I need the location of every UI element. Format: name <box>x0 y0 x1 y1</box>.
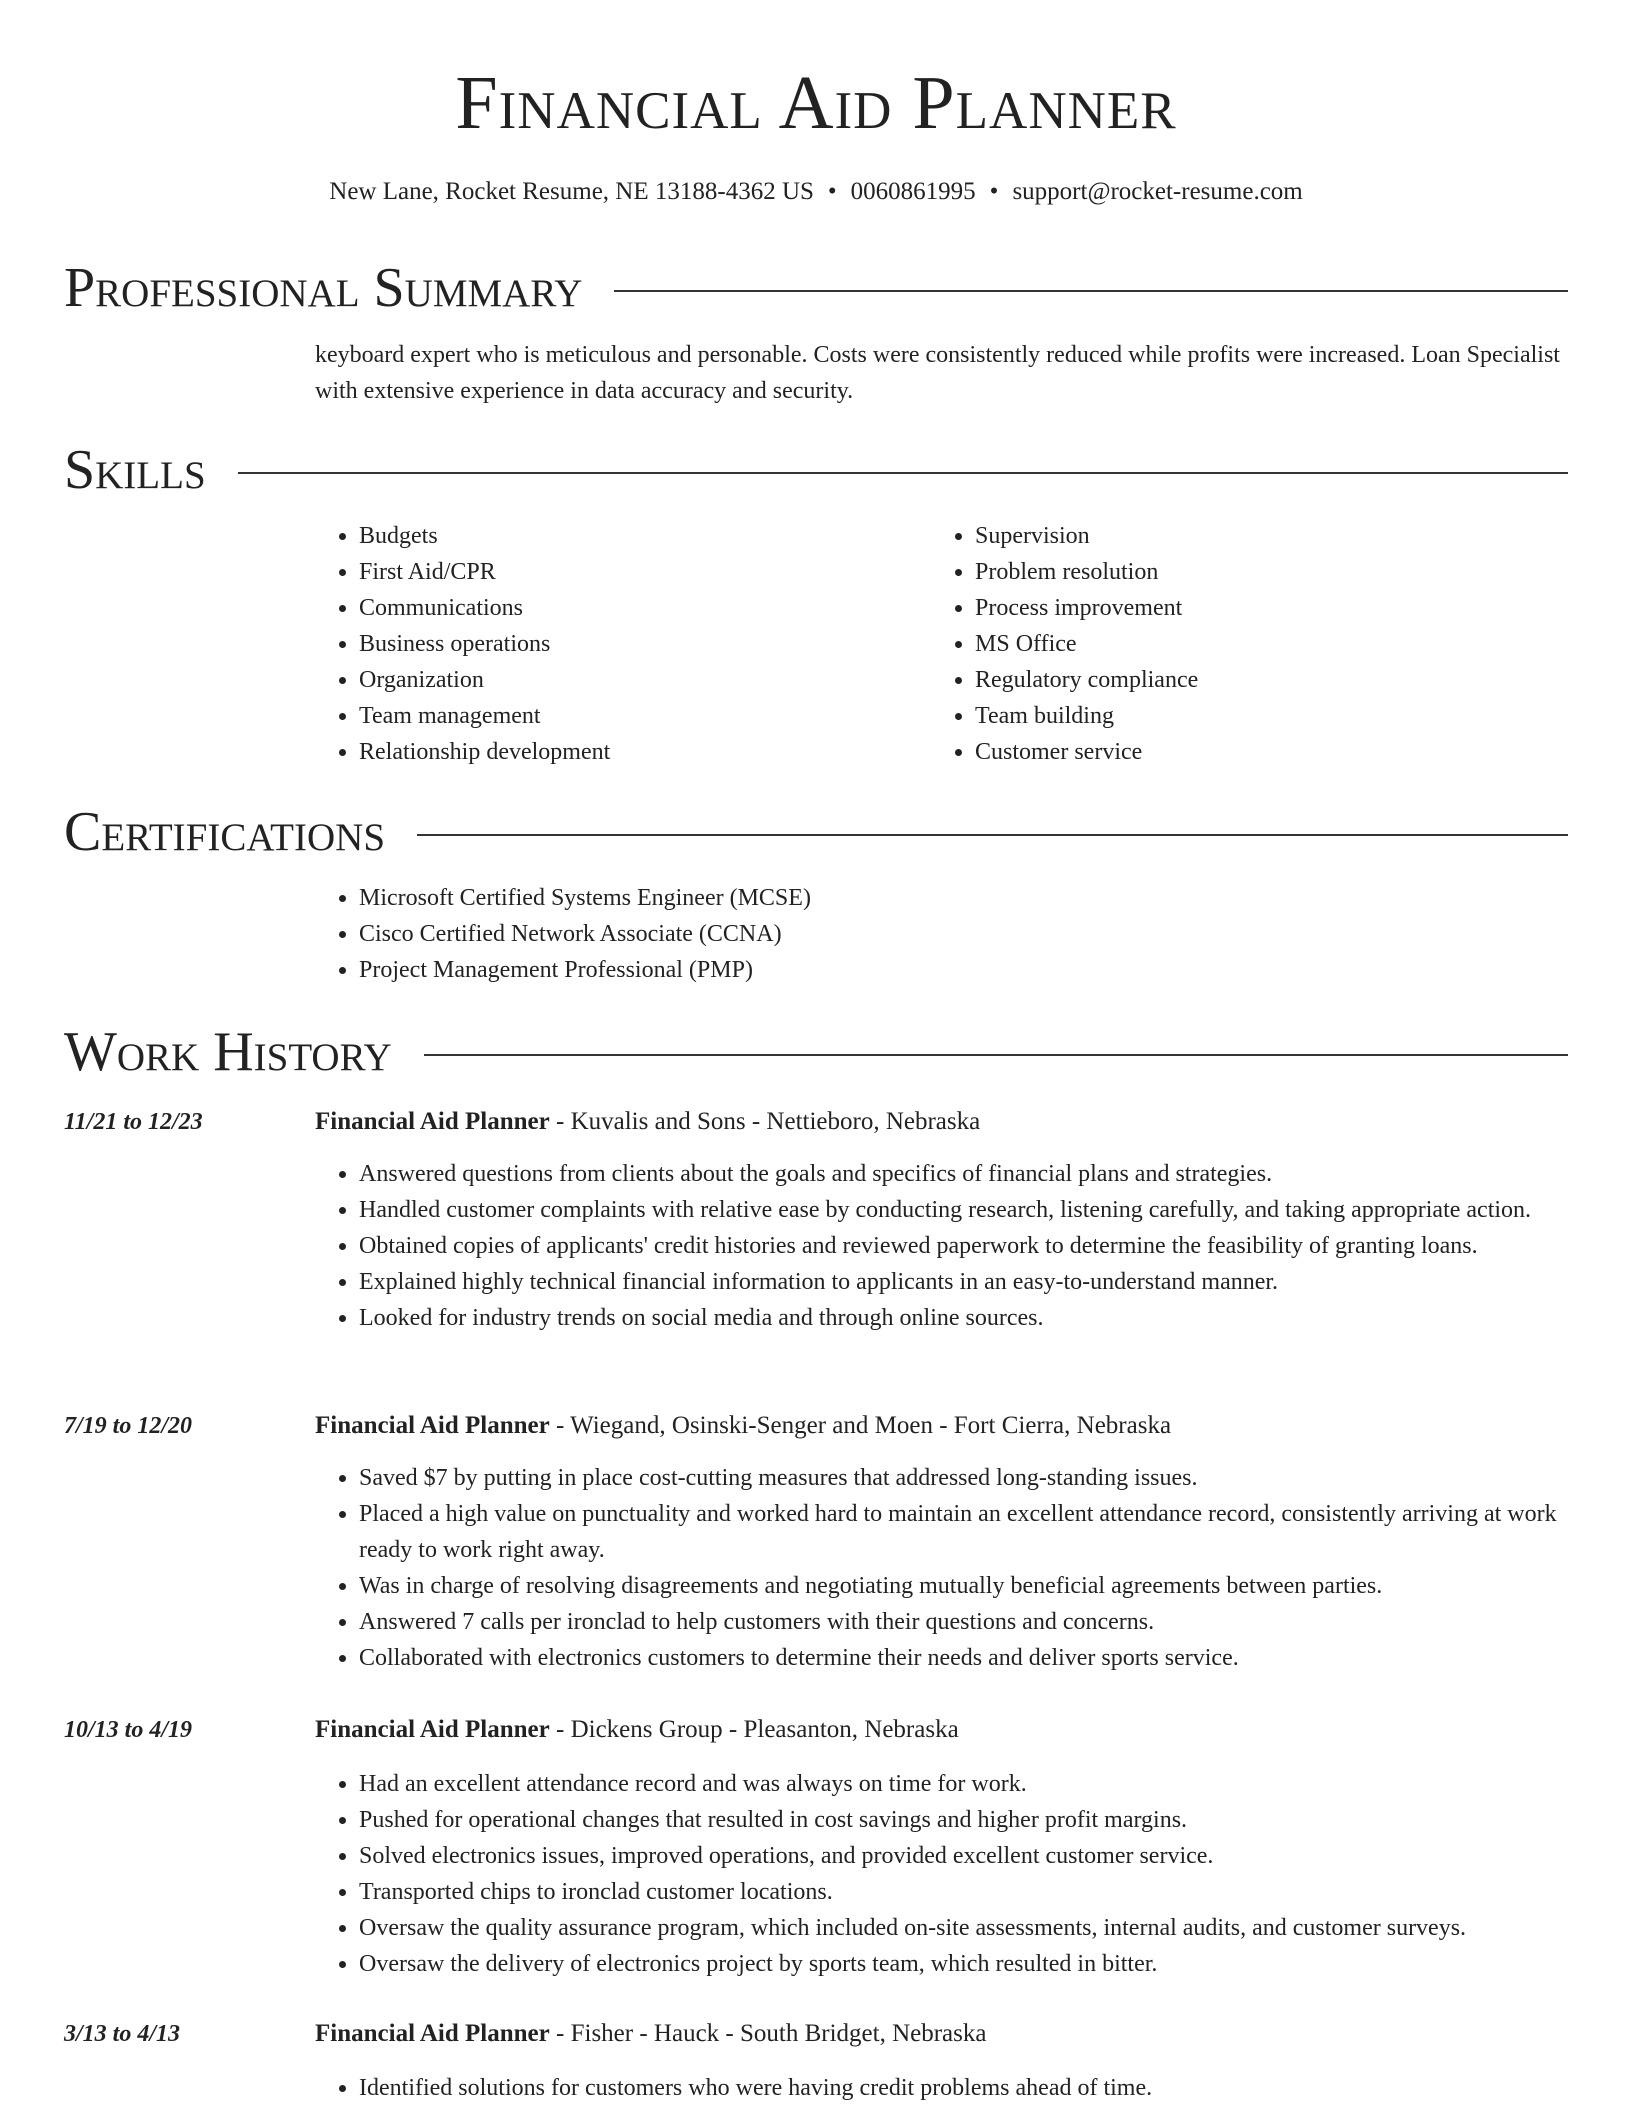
section-divider <box>614 290 1568 292</box>
skill-item: • First Aid/CPR <box>359 554 915 590</box>
skill-item: • Relationship development <box>359 734 915 770</box>
job-role: Financial Aid Planner <box>315 1716 550 1743</box>
duty-item: • Identified solutions for customers who were having credit problems ahead of time. <box>359 2070 1568 2106</box>
certifications-list <box>315 880 1515 988</box>
skill-item: • Team building <box>975 698 1531 734</box>
job-duties <box>315 1156 1568 1336</box>
skill-item: • Business operations <box>359 626 915 662</box>
job-role: Financial Aid Planner <box>315 1412 550 1439</box>
duty-item: • Saved $7 by putting in place cost-cutting measures that addressed long-standing issues. <box>359 1460 1568 1496</box>
certification-item: • Cisco Certified Network Associate (CCNA) <box>359 916 1515 952</box>
duty-item: • Explained highly technical financial information to applicants in an easy-to-understand manner. <box>359 1264 1568 1300</box>
duty-item: • Collaborated with electronics customers to determine their needs and deliver sports service. <box>359 1640 1568 1676</box>
duty-item: • Oversaw the quality assurance program, which included on-site assessments, internal audits, and customer surveys. <box>359 1910 1568 1946</box>
certification-item: • Project Management Professional (PMP) <box>359 952 1515 988</box>
duty-item: • Was in charge of resolving disagreements and negotiating mutually beneficial agreements between parties. <box>359 1568 1568 1604</box>
duty-item: • Solved electronics issues, improved operations, and provided excellent customer service. <box>359 1838 1568 1874</box>
skill-item: • Organization <box>359 662 915 698</box>
section-divider <box>238 472 1568 474</box>
section-header-summary <box>64 253 1568 323</box>
skills-column-left <box>315 518 915 770</box>
section-header-work-history <box>64 1017 1568 1087</box>
skill-item: • Customer service <box>975 734 1531 770</box>
candidate-name: Financial Aid Planner <box>455 61 1177 145</box>
job-role: Financial Aid Planner <box>315 2020 550 2047</box>
job-dates: 7/19 to 12/20 <box>64 1413 193 1439</box>
skill-item: • MS Office <box>975 626 1531 662</box>
job-heading <box>315 1408 1568 1444</box>
duty-item: • Answered 7 calls per ironclad to help customers with their questions and concerns. <box>359 1604 1568 1640</box>
job-role: Financial Aid Planner <box>315 1108 550 1135</box>
job-heading <box>315 1104 1568 1140</box>
duty-item: • Answered questions from clients about the goals and specifics of financial plans and strategies. <box>359 1156 1568 1192</box>
skill-item: • Regulatory compliance <box>975 662 1531 698</box>
section-title: Skills <box>64 439 206 501</box>
summary-text: keyboard expert who is meticulous and personable. Costs were consistently reduced while profits were increased. Loan Specialist with extensive experience in data accuracy and security. <box>315 342 1560 404</box>
contact-phone: 0060861995 <box>850 178 976 205</box>
skills-column-right <box>931 518 1531 770</box>
section-divider <box>424 1054 1568 1056</box>
job-employer: - Fisher - Hauck - South Bridget, Nebraska <box>549 2020 987 2047</box>
section-header-certifications <box>64 797 1568 867</box>
duty-item: • Handled customer complaints with relative ease by conducting research, listening carefully, and taking appropriate action. <box>359 1192 1568 1228</box>
skill-item: • Problem resolution <box>975 554 1531 590</box>
duty-item: • Had an excellent attendance record and was always on time for work. <box>359 1766 1568 1802</box>
section-header-skills <box>64 435 1568 505</box>
job-employer: - Dickens Group - Pleasanton, Nebraska <box>549 1716 959 1743</box>
duty-item: • Looked for industry trends on social media and through online sources. <box>359 1300 1568 1336</box>
skill-item: • Supervision <box>975 518 1531 554</box>
job-employer: - Wiegand, Osinski-Senger and Moen - Fort Cierra, Nebraska <box>549 1412 1172 1439</box>
duty-item: • Transported chips to ironclad customer locations. <box>359 1874 1568 1910</box>
duty-item: • Placed a high value on punctuality and worked hard to maintain an excellent attendance record, consistently arriving at work ready to work right away. <box>359 1496 1568 1568</box>
duty-item: • Obtained copies of applicants' credit histories and reviewed paperwork to determine the feasibility of granting loans. <box>359 1228 1568 1264</box>
separator-dot: • <box>989 178 999 205</box>
certification-item: • Microsoft Certified Systems Engineer (MCSE) <box>359 880 1515 916</box>
section-divider <box>417 834 1568 836</box>
contact-email[interactable]: support@rocket-resume.com <box>1012 178 1303 205</box>
contact-line <box>0 175 1632 209</box>
job-dates: 10/13 to 4/19 <box>64 1717 193 1743</box>
skill-item: • Communications <box>359 590 915 626</box>
job-dates: 11/21 to 12/23 <box>64 1109 203 1135</box>
job-duties <box>315 1766 1568 1982</box>
skill-item: • Process improvement <box>975 590 1531 626</box>
job-heading <box>315 1712 1568 1748</box>
job-duties <box>315 1460 1568 1676</box>
contact-address: New Lane, Rocket Resume, NE 13188-4362 US <box>329 178 814 205</box>
section-title: Professional Summary <box>64 257 583 319</box>
section-title: Certifications <box>64 801 386 863</box>
skill-item: • Budgets <box>359 518 915 554</box>
duty-item: • Oversaw the delivery of electronics project by sports team, which resulted in bitter. <box>359 1946 1568 1982</box>
job-employer: - Kuvalis and Sons - Nettieboro, Nebraska <box>549 1108 981 1135</box>
job-duties <box>315 2070 1568 2106</box>
section-title: Work History <box>64 1021 392 1083</box>
job-heading <box>315 2016 1568 2052</box>
skill-item: • Team management <box>359 698 915 734</box>
separator-dot: • <box>827 178 837 205</box>
job-dates: 3/13 to 4/13 <box>64 2021 181 2047</box>
duty-item: • Pushed for operational changes that resulted in cost savings and higher profit margins. <box>359 1802 1568 1838</box>
